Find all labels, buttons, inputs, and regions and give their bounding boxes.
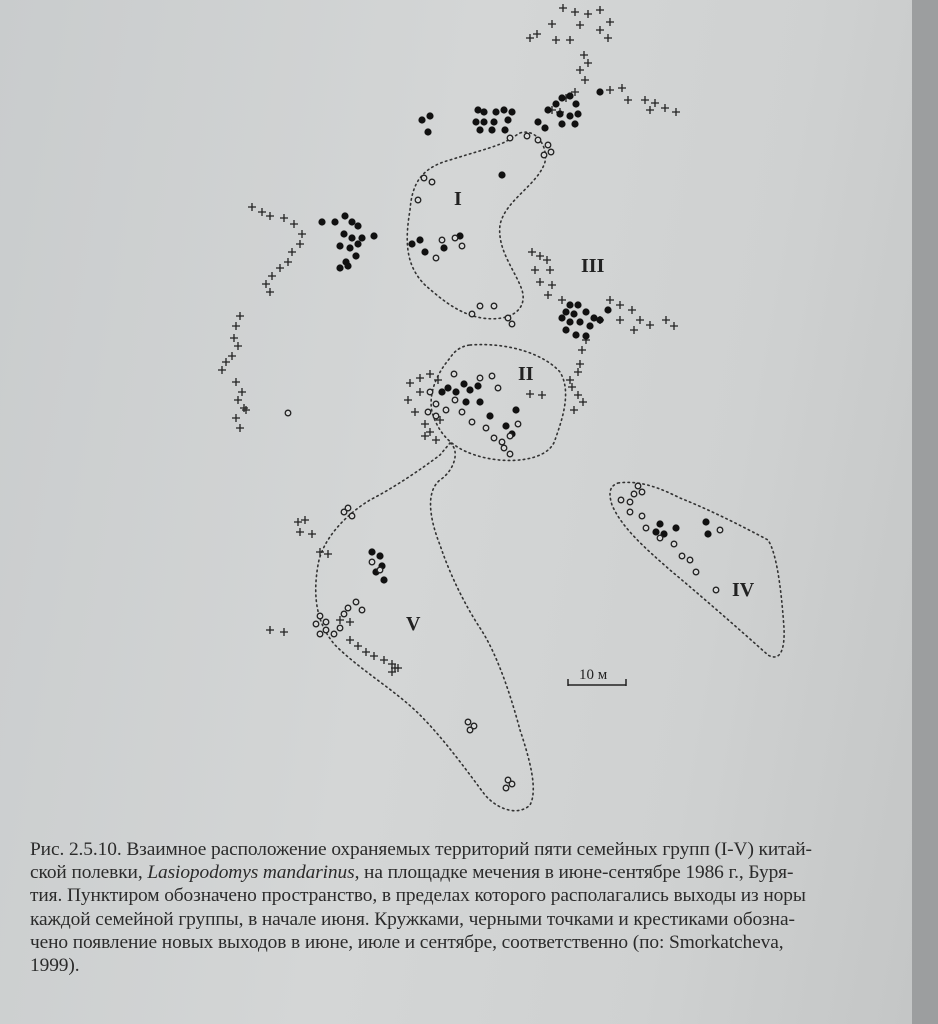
september-exit-cross <box>248 203 256 211</box>
june-exit-circle <box>345 605 351 611</box>
july-exit-dot <box>344 262 351 269</box>
july-exit-dot <box>672 524 679 531</box>
june-exit-circle <box>717 527 723 533</box>
september-exit-cross <box>543 256 551 264</box>
september-exit-cross <box>646 321 654 329</box>
june-exit-circle <box>535 137 541 143</box>
june-exit-circle <box>713 587 719 593</box>
june-exit-circle <box>657 535 663 541</box>
september-exit-cross <box>346 636 354 644</box>
june-exit-circle <box>285 410 291 416</box>
june-exit-circle <box>359 607 365 613</box>
caption-line-2 <box>30 861 912 884</box>
september-exit-cross <box>238 388 246 396</box>
caption-line-3: тия. Пунктиром обозначено пространство, в пределах которого располагались выходы из норы <box>30 885 806 907</box>
july-exit-dot <box>348 234 355 241</box>
september-exit-cross <box>434 376 442 384</box>
september-exit-cross <box>416 374 424 382</box>
september-exit-cross <box>280 628 288 636</box>
july-exit-dot <box>544 106 551 113</box>
july-exit-dot <box>480 108 487 115</box>
september-exit-cross <box>536 278 544 286</box>
scale-bar <box>568 667 626 686</box>
june-exit-circle <box>433 255 439 261</box>
species-name: Lasiopodomys mandarinus <box>147 862 355 884</box>
september-exit-cross <box>566 36 574 44</box>
july-exit-dot <box>346 244 353 251</box>
june-exit-circle <box>509 781 515 787</box>
june-exit-circle <box>477 303 483 309</box>
june-exit-circle <box>495 385 501 391</box>
september-exit-cross <box>222 358 230 366</box>
group-label-V: V <box>406 613 421 635</box>
july-exit-dot <box>582 332 589 339</box>
september-exit-cross <box>538 391 546 399</box>
september-exit-cross <box>624 96 632 104</box>
june-exit-circle <box>491 435 497 441</box>
september-exit-cross <box>362 648 370 656</box>
june-exit-circle <box>507 433 513 439</box>
july-exit-dot <box>586 322 593 329</box>
territory-outline-V <box>316 443 534 811</box>
september-exit-cross <box>228 352 236 360</box>
september-exit-cross <box>324 550 332 558</box>
june-exit-circle <box>443 407 449 413</box>
july-exit-dot <box>474 382 481 389</box>
june-exit-circle <box>524 133 530 139</box>
burrow-exit-marks <box>218 4 723 791</box>
page-gutter <box>912 0 938 1024</box>
july-exit-dot <box>502 422 509 429</box>
september-exit-cross <box>406 379 414 387</box>
june-exit-circle <box>545 142 551 148</box>
group-label-II: II <box>518 363 534 385</box>
june-exit-circle <box>467 727 473 733</box>
september-exit-cross <box>232 414 240 422</box>
september-exit-cross <box>308 530 316 538</box>
caption-line-2-start: ской полевки, <box>30 862 148 884</box>
september-exit-cross <box>571 8 579 16</box>
july-exit-dot <box>656 520 663 527</box>
june-exit-circle <box>491 303 497 309</box>
september-exit-cross <box>528 248 536 256</box>
september-exit-cross <box>672 108 680 116</box>
september-exit-cross <box>662 316 670 324</box>
june-exit-circle <box>349 513 355 519</box>
june-exit-circle <box>469 419 475 425</box>
september-exit-cross <box>536 252 544 260</box>
july-exit-dot <box>466 386 473 393</box>
july-exit-dot <box>500 106 507 113</box>
july-exit-dot <box>570 310 577 317</box>
july-exit-dot <box>498 171 505 178</box>
september-exit-cross <box>266 288 274 296</box>
july-exit-dot <box>572 100 579 107</box>
june-exit-circle <box>433 401 439 407</box>
september-exit-cross <box>578 346 586 354</box>
september-exit-cross <box>236 312 244 320</box>
september-exit-cross <box>579 398 587 406</box>
july-exit-dot <box>348 218 355 225</box>
september-exit-cross <box>404 396 412 404</box>
june-exit-circle <box>421 175 427 181</box>
september-exit-cross <box>301 516 309 524</box>
june-exit-circle <box>459 409 465 415</box>
july-exit-dot <box>558 314 565 321</box>
june-exit-circle <box>317 613 323 619</box>
july-exit-dot <box>576 318 583 325</box>
september-exit-cross <box>606 86 614 94</box>
june-exit-circle <box>687 557 693 563</box>
september-exit-cross <box>298 230 306 238</box>
caption-line-2-end: , на площадке мечения в июне-сентябре 1986 г., Буря- <box>354 862 794 884</box>
june-exit-circle <box>323 619 329 625</box>
september-exit-cross <box>240 404 248 412</box>
june-exit-circle <box>483 425 489 431</box>
september-exit-cross <box>234 396 242 404</box>
july-exit-dot <box>421 248 428 255</box>
july-exit-dot <box>574 110 581 117</box>
june-exit-circle <box>469 311 475 317</box>
september-exit-cross <box>266 212 274 220</box>
june-exit-circle <box>548 149 554 155</box>
june-exit-circle <box>313 621 319 627</box>
june-exit-circle <box>477 375 483 381</box>
september-exit-cross <box>570 406 578 414</box>
figure-caption <box>30 838 912 977</box>
september-exit-cross <box>584 59 592 67</box>
july-exit-dot <box>566 318 573 325</box>
september-exit-cross <box>576 66 584 74</box>
june-exit-circle <box>693 569 699 575</box>
july-exit-dot <box>558 120 565 127</box>
territory-outline-I <box>407 132 545 319</box>
july-exit-dot <box>501 126 508 133</box>
july-exit-dot <box>341 212 348 219</box>
june-exit-circle <box>501 445 507 451</box>
september-exit-cross <box>604 34 612 42</box>
july-exit-dot <box>558 94 565 101</box>
july-exit-dot <box>562 326 569 333</box>
september-exit-cross <box>636 316 644 324</box>
july-exit-dot <box>566 92 573 99</box>
june-exit-circle <box>507 451 513 457</box>
june-exit-circle <box>317 631 323 637</box>
july-exit-dot <box>376 552 383 559</box>
september-exit-cross <box>531 266 539 274</box>
july-exit-dot <box>572 331 579 338</box>
september-exit-cross <box>268 272 276 280</box>
july-exit-dot <box>418 116 425 123</box>
september-exit-cross <box>559 4 567 12</box>
july-exit-dot <box>556 110 563 117</box>
july-exit-dot <box>571 120 578 127</box>
september-exit-cross <box>581 76 589 84</box>
june-exit-circle <box>499 439 505 445</box>
july-exit-dot <box>472 118 479 125</box>
september-exit-cross <box>316 548 324 556</box>
september-exit-cross <box>346 618 354 626</box>
caption-line-1: Рис. 2.5.10. Взаимное расположение охраняемых территорий пяти семейных групп (I-V) китай- <box>30 839 812 860</box>
september-exit-cross <box>258 208 266 216</box>
june-exit-circle <box>459 243 465 249</box>
july-exit-dot <box>476 126 483 133</box>
june-exit-circle <box>427 389 433 395</box>
july-exit-dot <box>424 128 431 135</box>
july-exit-dot <box>596 88 603 95</box>
september-exit-cross <box>234 342 242 350</box>
september-exit-cross <box>584 10 592 18</box>
july-exit-dot <box>541 124 548 131</box>
september-exit-cross <box>661 104 669 112</box>
september-exit-cross <box>280 214 288 222</box>
september-exit-cross <box>618 84 626 92</box>
june-exit-circle <box>369 559 375 565</box>
july-exit-dot <box>566 112 573 119</box>
july-exit-dot <box>336 264 343 271</box>
june-exit-circle <box>489 373 495 379</box>
caption-line-6: 1999). <box>30 955 80 977</box>
july-exit-dot <box>490 118 497 125</box>
july-exit-dot <box>604 306 611 313</box>
september-exit-cross <box>548 281 556 289</box>
june-exit-circle <box>639 513 645 519</box>
june-exit-circle <box>331 631 337 637</box>
july-exit-dot <box>408 240 415 247</box>
september-exit-cross <box>574 391 582 399</box>
september-exit-cross <box>526 390 534 398</box>
june-exit-circle <box>337 625 343 631</box>
caption-line-4: каждой семейной группы, в начале июня. Кружками, черными точками и крестиками обозна- <box>30 908 795 930</box>
june-exit-circle <box>541 152 547 158</box>
september-exit-cross <box>370 652 378 660</box>
june-exit-circle <box>429 179 435 185</box>
september-exit-cross <box>628 306 636 314</box>
september-exit-cross <box>552 36 560 44</box>
september-exit-cross <box>236 424 244 432</box>
june-exit-circle <box>439 237 445 243</box>
september-exit-cross <box>651 99 659 107</box>
june-exit-circle <box>345 505 351 511</box>
july-exit-dot <box>380 576 387 583</box>
september-exit-cross <box>616 301 624 309</box>
september-exit-cross <box>230 334 238 342</box>
june-exit-circle <box>643 525 649 531</box>
july-exit-dot <box>354 222 361 229</box>
september-exit-cross <box>558 296 566 304</box>
september-exit-cross <box>266 626 274 634</box>
july-exit-dot <box>492 108 499 115</box>
july-exit-dot <box>354 240 361 247</box>
september-exit-cross <box>596 26 604 34</box>
june-exit-circle <box>618 497 624 503</box>
july-exit-dot <box>340 230 347 237</box>
july-exit-dot <box>368 548 375 555</box>
july-exit-dot <box>370 232 377 239</box>
july-exit-dot <box>331 218 338 225</box>
group-label-IV: IV <box>732 579 755 601</box>
september-exit-cross <box>296 528 304 536</box>
june-exit-circle <box>452 397 458 403</box>
july-exit-dot <box>552 100 559 107</box>
july-exit-dot <box>462 398 469 405</box>
july-exit-dot <box>512 406 519 413</box>
june-exit-circle <box>452 235 458 241</box>
june-exit-circle <box>341 611 347 617</box>
june-exit-circle <box>627 509 633 515</box>
july-exit-dot <box>574 301 581 308</box>
june-exit-circle <box>505 315 511 321</box>
july-exit-dot <box>480 118 487 125</box>
july-exit-dot <box>352 252 359 259</box>
june-exit-circle <box>503 785 509 791</box>
june-exit-circle <box>679 553 685 559</box>
september-exit-cross <box>284 258 292 266</box>
june-exit-circle <box>425 409 431 415</box>
group-label-III: III <box>581 255 605 277</box>
july-exit-dot <box>702 518 709 525</box>
september-exit-cross <box>533 30 541 38</box>
july-exit-dot <box>358 234 365 241</box>
september-exit-cross <box>354 642 362 650</box>
september-exit-cross <box>426 428 434 436</box>
july-exit-dot <box>426 112 433 119</box>
september-exit-cross <box>218 366 226 374</box>
september-exit-cross <box>641 96 649 104</box>
september-exit-cross <box>262 280 270 288</box>
september-exit-cross <box>421 420 429 428</box>
july-exit-dot <box>318 218 325 225</box>
july-exit-dot <box>508 108 515 115</box>
july-exit-dot <box>704 530 711 537</box>
september-exit-cross <box>670 322 678 330</box>
september-exit-cross <box>288 248 296 256</box>
scale-bar-label: 10 м <box>579 667 608 683</box>
september-exit-cross <box>296 240 304 248</box>
september-exit-cross <box>576 360 584 368</box>
june-exit-circle <box>509 321 515 327</box>
september-exit-cross <box>580 51 588 59</box>
september-exit-cross <box>426 370 434 378</box>
june-exit-circle <box>377 567 383 573</box>
september-exit-cross <box>548 20 556 28</box>
september-exit-cross <box>380 656 388 664</box>
june-exit-circle <box>451 371 457 377</box>
june-exit-circle <box>631 491 637 497</box>
june-exit-circle <box>671 541 677 547</box>
july-exit-dot <box>452 388 459 395</box>
september-exit-cross <box>606 296 614 304</box>
july-exit-dot <box>336 242 343 249</box>
september-exit-cross <box>646 106 654 114</box>
september-exit-cross <box>596 6 604 14</box>
september-exit-cross <box>576 21 584 29</box>
july-exit-dot <box>440 244 447 251</box>
september-exit-cross <box>546 266 554 274</box>
june-exit-circle <box>639 489 645 495</box>
group-label-I: I <box>454 188 462 210</box>
september-exit-cross <box>544 291 552 299</box>
september-exit-cross <box>616 316 624 324</box>
september-exit-cross <box>568 383 576 391</box>
july-exit-dot <box>438 388 445 395</box>
june-exit-circle <box>415 197 421 203</box>
july-exit-dot <box>566 301 573 308</box>
september-exit-cross <box>294 518 302 526</box>
july-exit-dot <box>488 126 495 133</box>
september-exit-cross <box>574 368 582 376</box>
september-exit-cross <box>416 388 424 396</box>
july-exit-dot <box>416 236 423 243</box>
july-exit-dot <box>504 116 511 123</box>
september-exit-cross <box>232 378 240 386</box>
september-exit-cross <box>276 264 284 272</box>
september-exit-cross <box>566 376 574 384</box>
june-exit-circle <box>507 135 513 141</box>
july-exit-dot <box>476 398 483 405</box>
september-exit-cross <box>290 220 298 228</box>
june-exit-circle <box>323 627 329 633</box>
june-exit-circle <box>433 413 439 419</box>
july-exit-dot <box>562 308 569 315</box>
july-exit-dot <box>444 384 451 391</box>
september-exit-cross <box>421 432 429 440</box>
july-exit-dot <box>582 308 589 315</box>
september-exit-cross <box>411 408 419 416</box>
september-exit-cross <box>242 406 250 414</box>
july-exit-dot <box>652 528 659 535</box>
september-exit-cross <box>606 18 614 26</box>
june-exit-circle <box>515 421 521 427</box>
july-exit-dot <box>486 412 493 419</box>
july-exit-dot <box>534 118 541 125</box>
june-exit-circle <box>627 499 633 505</box>
caption-line-5: чено появление новых выходов в июне, июле и сентябре, соответственно (по: Smorkatcheva, <box>30 931 784 953</box>
july-exit-dot <box>460 380 467 387</box>
june-exit-circle <box>465 719 471 725</box>
july-exit-dot <box>596 316 603 323</box>
september-exit-cross <box>526 34 534 42</box>
june-exit-circle <box>635 483 641 489</box>
september-exit-cross <box>432 436 440 444</box>
september-exit-cross <box>232 322 240 330</box>
june-exit-circle <box>353 599 359 605</box>
september-exit-cross <box>630 326 638 334</box>
